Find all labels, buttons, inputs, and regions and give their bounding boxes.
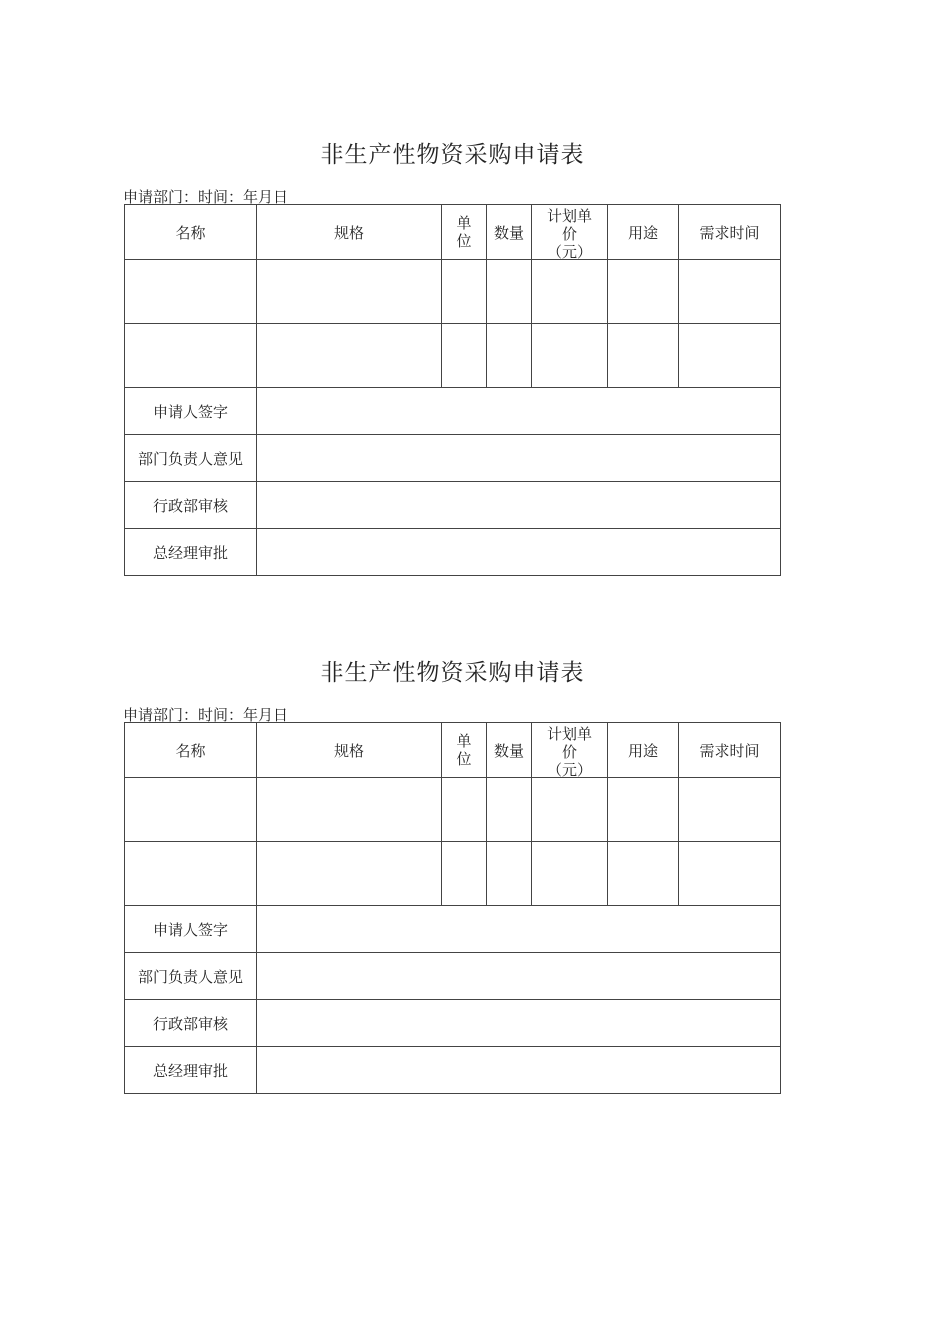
cell-price[interactable] — [532, 778, 608, 842]
col-header-price-line1: 计划单 — [546, 725, 592, 743]
col-header-price-line3: （元） — [546, 761, 592, 777]
signature-row-gm — [125, 1047, 781, 1094]
signature-label: 行政部审核 — [125, 1000, 257, 1047]
signature-field[interactable] — [257, 435, 781, 482]
signature-field[interactable] — [257, 1047, 781, 1094]
cell-required-time[interactable] — [679, 324, 781, 388]
col-header-unit-line1: 单 — [456, 214, 472, 232]
cell-quantity[interactable] — [487, 324, 532, 388]
col-header-price-line3: （元） — [546, 243, 592, 259]
cell-required-time[interactable] — [679, 842, 781, 906]
cell-price[interactable] — [532, 324, 608, 388]
cell-spec[interactable] — [257, 324, 442, 388]
cell-unit[interactable] — [442, 778, 487, 842]
signature-label: 部门负责人意见 — [125, 435, 257, 482]
col-header-unit-line2: 位 — [456, 750, 472, 768]
date-label: 年月日 — [243, 706, 289, 724]
cell-purpose[interactable] — [608, 842, 679, 906]
signature-field[interactable] — [257, 906, 781, 953]
col-header-price — [532, 723, 608, 778]
form-title: 非生产性物资采购申请表 — [320, 660, 585, 686]
cell-spec[interactable] — [257, 260, 442, 324]
col-header-required-time: 需求时间 — [679, 205, 781, 260]
signature-label: 行政部审核 — [125, 482, 257, 529]
col-header-unit-line1: 单 — [456, 732, 472, 750]
department-label: 申请部门： — [123, 706, 199, 724]
cell-unit[interactable] — [442, 324, 487, 388]
request-table — [124, 722, 781, 1094]
table-row — [125, 260, 781, 324]
cell-quantity[interactable] — [487, 842, 532, 906]
cell-name[interactable] — [125, 842, 257, 906]
cell-purpose[interactable] — [608, 324, 679, 388]
table-row — [125, 778, 781, 842]
col-header-unit — [442, 723, 487, 778]
table-header-row — [125, 205, 781, 260]
signature-row-admin — [125, 1000, 781, 1047]
signature-field[interactable] — [257, 529, 781, 576]
signature-field[interactable] — [257, 953, 781, 1000]
cell-name[interactable] — [125, 324, 257, 388]
signature-field[interactable] — [257, 482, 781, 529]
time-label: 时间： — [198, 188, 244, 206]
signature-row-applicant — [125, 388, 781, 435]
cell-price[interactable] — [532, 842, 608, 906]
cell-spec[interactable] — [257, 778, 442, 842]
signature-label: 申请人签字 — [125, 906, 257, 953]
signature-label: 总经理审批 — [125, 1047, 257, 1094]
cell-quantity[interactable] — [487, 778, 532, 842]
signature-label: 总经理审批 — [125, 529, 257, 576]
cell-required-time[interactable] — [679, 260, 781, 324]
col-header-quantity: 数量 — [487, 723, 532, 778]
cell-spec[interactable] — [257, 842, 442, 906]
table-row — [125, 324, 781, 388]
col-header-price-line1: 计划单 — [546, 207, 592, 225]
signature-row-admin — [125, 482, 781, 529]
col-header-purpose: 用途 — [608, 205, 679, 260]
cell-required-time[interactable] — [679, 778, 781, 842]
request-table — [124, 204, 781, 576]
col-header-price — [532, 205, 608, 260]
cell-purpose[interactable] — [608, 260, 679, 324]
signature-label: 部门负责人意见 — [125, 953, 257, 1000]
table-row — [125, 842, 781, 906]
signature-row-applicant — [125, 906, 781, 953]
signature-field[interactable] — [257, 1000, 781, 1047]
col-header-name: 名称 — [125, 723, 257, 778]
time-label: 时间： — [198, 706, 244, 724]
signature-label: 申请人签字 — [125, 388, 257, 435]
cell-quantity[interactable] — [487, 260, 532, 324]
col-header-name: 名称 — [125, 205, 257, 260]
cell-unit[interactable] — [442, 842, 487, 906]
form-title: 非生产性物资采购申请表 — [320, 142, 585, 168]
signature-field[interactable] — [257, 388, 781, 435]
cell-price[interactable] — [532, 260, 608, 324]
col-header-spec: 规格 — [257, 723, 442, 778]
col-header-quantity: 数量 — [487, 205, 532, 260]
col-header-price-line2: 价 — [561, 225, 577, 243]
col-header-spec: 规格 — [257, 205, 442, 260]
signature-row-dept-head — [125, 953, 781, 1000]
signature-row-dept-head — [125, 435, 781, 482]
cell-unit[interactable] — [442, 260, 487, 324]
col-header-unit — [442, 205, 487, 260]
cell-purpose[interactable] — [608, 778, 679, 842]
date-label: 年月日 — [243, 188, 289, 206]
col-header-price-line2: 价 — [561, 743, 577, 761]
signature-row-gm — [125, 529, 781, 576]
col-header-required-time: 需求时间 — [679, 723, 781, 778]
cell-name[interactable] — [125, 778, 257, 842]
table-header-row — [125, 723, 781, 778]
col-header-unit-line2: 位 — [456, 232, 472, 250]
department-label: 申请部门： — [123, 188, 199, 206]
cell-name[interactable] — [125, 260, 257, 324]
col-header-purpose: 用途 — [608, 723, 679, 778]
